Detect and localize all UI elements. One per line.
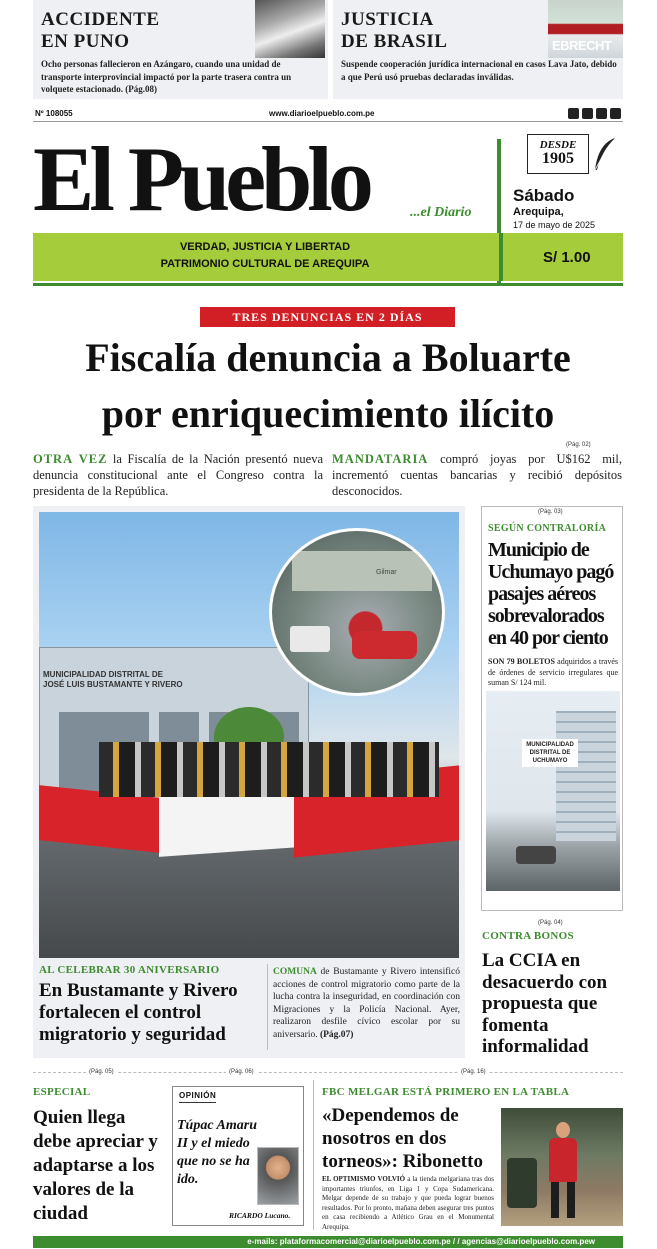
photo-story-section: AL CELEBRAR 30 ANIVERSARIO (39, 964, 220, 976)
photo-story-text: COMUNA de Bustamante y Rivero intensificó acciones de control migratorio como parte de la lucha contra la inseguridad, en coordinación con Migraciones y la Policía Nacional. Ayer, realizaron desfile cívico escolar por su aniversario. (Pág.07) (273, 967, 460, 1040)
date-label: 17 de mayo de 2025 (513, 220, 596, 230)
teaser-accidente-title: ACCIDENTE EN PUNO (41, 9, 160, 52)
right-story-2-page-ref: (Pág. 04) (538, 920, 563, 926)
teaser-justicia[interactable] (333, 0, 623, 99)
main-lead-right: MANDATARIA compró joyas por U$162 mil, incrementó cuentas bancarias y recibió depósitos desconocidos. (332, 452, 622, 498)
photo-story-headline[interactable]: En Bustamante y Rivero fortalecen el control migratorio y seguridad (39, 980, 238, 1045)
twitter-icon[interactable] (596, 108, 607, 119)
right-story-1-text: SON 79 BOLETOS adquiridos a través de órdenes de servicio irregulares que suman S/ 124 mil. (488, 657, 618, 687)
especial-page-ref: (Pág. 05) (86, 1069, 117, 1075)
melgar-page-ref: (Pág. 16) (458, 1069, 489, 1075)
inset-photo (269, 528, 445, 696)
especial-section: ESPECIAL (33, 1086, 91, 1098)
edition-number: Nº 108055 (35, 109, 73, 118)
opinion-box[interactable] (172, 1086, 304, 1226)
motto-bar (33, 233, 623, 281)
masthead-logo: El Pueblo (33, 128, 369, 230)
melgar-section: FBC MELGAR ESTÁ PRIMERO EN LA TABLA (322, 1086, 570, 1098)
masthead-subtitle: ...el Diario (410, 205, 472, 220)
marchers (99, 742, 439, 797)
photo-story-box[interactable] (33, 506, 465, 1058)
opinion-author: RICARDO Lucano. (229, 1211, 291, 1220)
opinion-label: OPINIÓN (179, 1091, 216, 1103)
footer-bar[interactable]: e-mails: plataformacomercial@diarioelpueblo.com.pe / / agencias@diarioelpueblo.com.pew (33, 1236, 623, 1248)
teaser-accidente-text: Ocho personas fallecieron en Azángaro, cuando una unidad de transporte interprovincial impactó por la parte trasera contra un volquete estacionado. (Pág.08) (41, 59, 292, 94)
main-page-ref: (Pág. 02) (566, 442, 591, 448)
uchumayo-photo (486, 691, 620, 891)
teaser-justicia-text: Suspende cooperación jurídica internacional en casos Lava Jato, debido a que Perú usó pruebas declaradas inválidas. (341, 59, 617, 82)
player-figure (549, 1138, 577, 1182)
feather-icon (591, 136, 617, 172)
melgar-photo (501, 1108, 623, 1226)
right-story-1[interactable] (481, 506, 623, 911)
right-story-2-headline[interactable]: La CCIA en desacuerdo con propuesta que fomenta informalidad (482, 950, 608, 1057)
especial-headline[interactable]: Quien llega debe apreciar y adaptarse a los valores de la ciudad (33, 1107, 158, 1224)
price-label: S/ 1.00 (543, 249, 591, 266)
youtube-icon[interactable] (610, 108, 621, 119)
odebrecht-sign: EBRECHT (552, 38, 612, 53)
main-lead-left: OTRA VEZ la Fiscalía de la Nación presentó nueva denuncia constitucional ante el Congreso contra la presidenta de la República. (33, 452, 323, 498)
main-headline[interactable]: Fiscalía denuncia a Boluarte por enriquecimiento ilícito (85, 335, 571, 436)
accident-photo (255, 0, 325, 58)
melgar-text: EL OPTIMISMO VOLVIÓ a la tienda melgariana tras dos importantes triunfos, en Liga 1 y Copa Sudamericana. Melgar depende de su trabajo y que pueda lograr buenos resultados. Por lo pronto, mañana deben asegurar tres puntos en casa recibiendo a Atlético Grau en el Monumental Arequipa. (322, 1175, 495, 1231)
main-kicker: TRES DENUNCIAS EN 2 DÍAS (200, 307, 455, 327)
city-label: Arequipa, (513, 206, 564, 218)
teaser-justicia-title: JUSTICIA DE BRASIL (341, 9, 448, 52)
uchumayo-sign: MUNICIPALIDAD DISTRITAL DE UCHUMAYO (522, 739, 578, 767)
facebook-icon[interactable] (568, 108, 579, 119)
teaser-accidente[interactable] (33, 0, 328, 99)
instagram-icon[interactable] (582, 108, 593, 119)
odebrecht-photo (548, 0, 623, 58)
desde-badge: DESDE 1905 (527, 134, 589, 174)
motto-line-1: VERDAD, JUSTICIA Y LIBERTAD (179, 241, 351, 253)
building-sign: MUNICIPALIDAD DISTRITAL DE JOSÉ LUIS BUSTAMANTE Y RIVERO (43, 670, 183, 689)
right-story-2-section: CONTRA BONOS (482, 930, 574, 942)
right-story-1-section: SEGÚN CONTRALORÍA (488, 523, 607, 534)
author-avatar (257, 1147, 299, 1205)
opinion-text: Túpac Amaru II y el miedo que no se ha ido. (177, 1118, 257, 1187)
right-story-1-headline[interactable]: Municipio de Uchumayo pagó pasajes aéreos sobrevalorados en 40 por ciento (488, 539, 614, 649)
melgar-headline[interactable]: «Dependemos de nosotros en dos torneos»: Ribonetto (322, 1105, 483, 1172)
day-label: Sábado (513, 186, 575, 205)
right-story-1-page-ref: (Pág. 03) (538, 509, 563, 515)
opinion-page-ref: (Pág. 06) (226, 1069, 257, 1075)
inset-sign: Gilmar (376, 569, 397, 576)
motto-line-2: PATRIMONIO CULTURAL DE AREQUIPA (160, 258, 370, 270)
website-link[interactable]: www.diarioelpueblo.com.pe (269, 109, 375, 118)
